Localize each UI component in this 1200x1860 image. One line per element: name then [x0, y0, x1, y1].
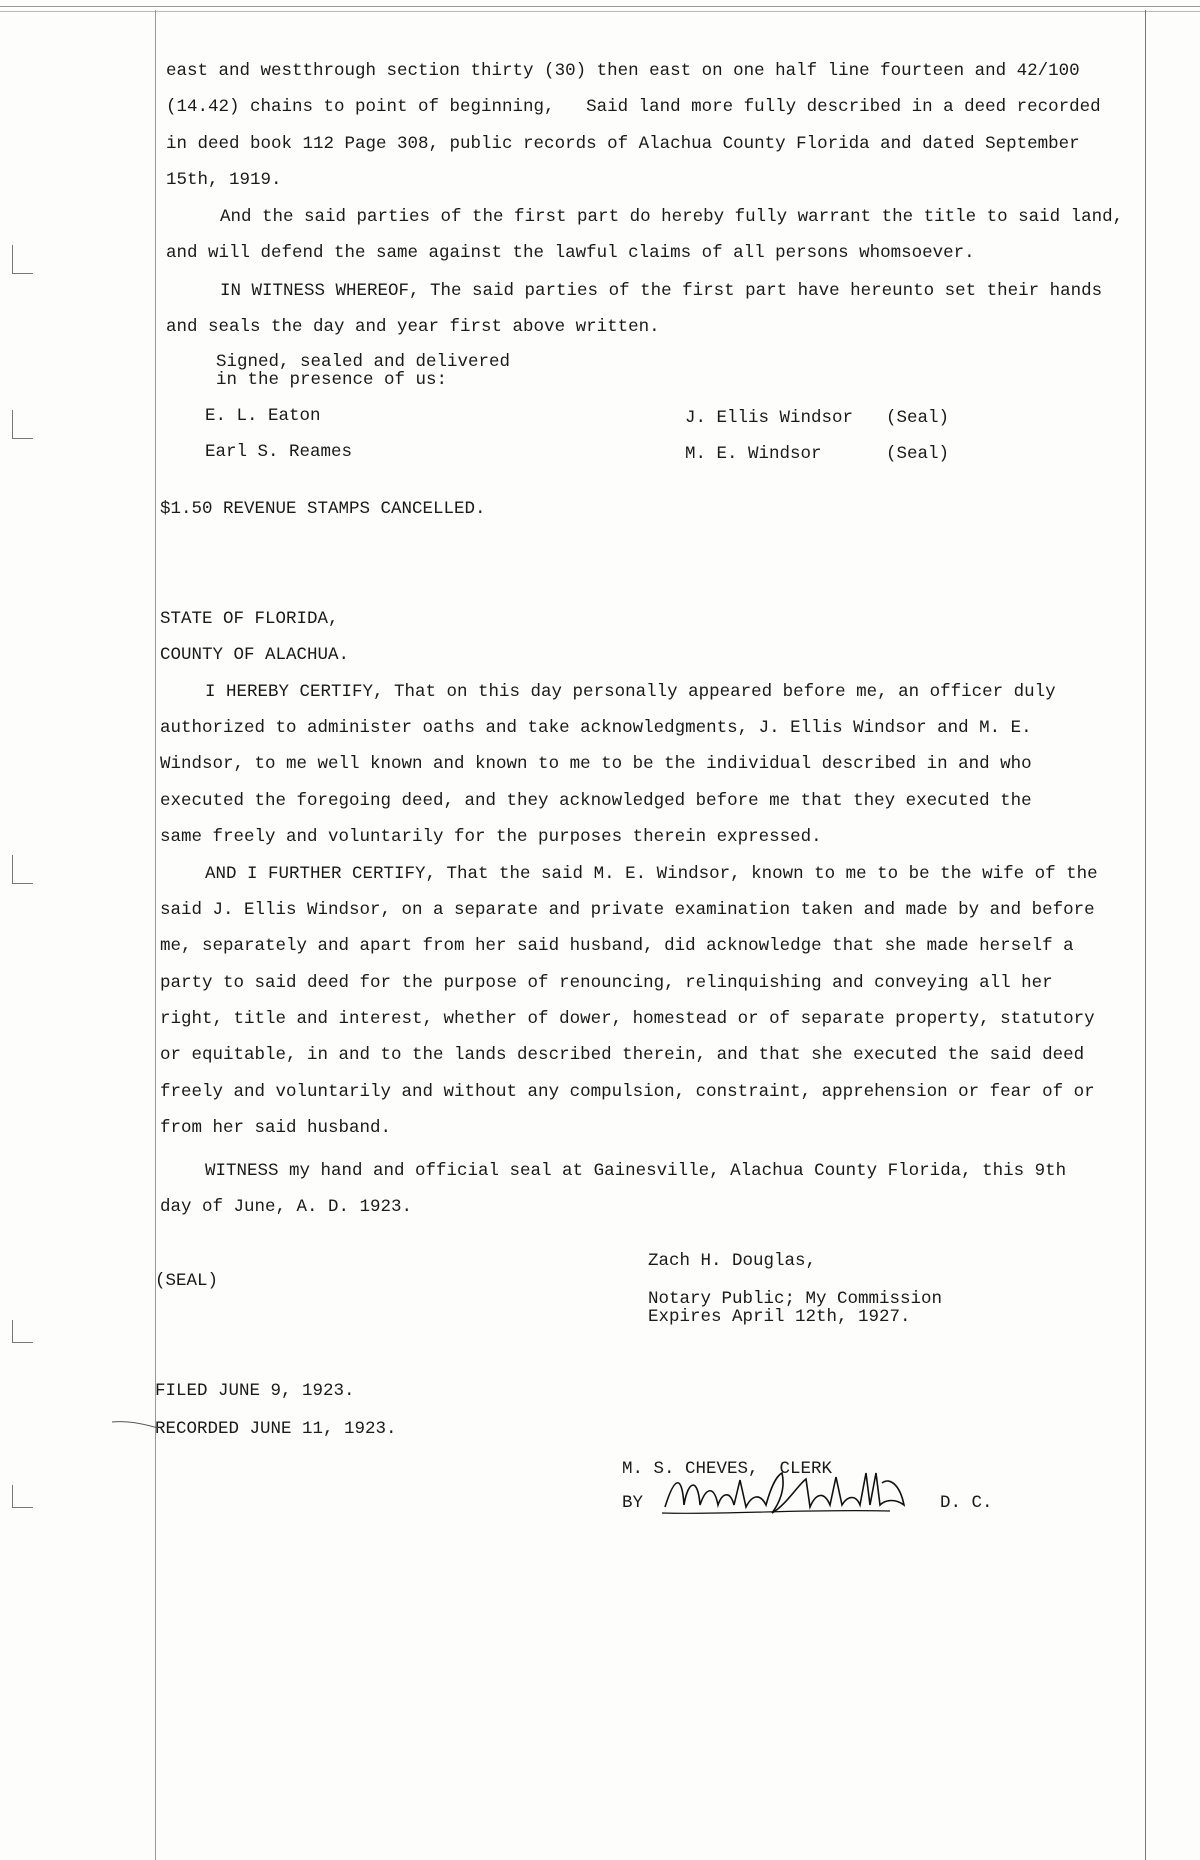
text-line: from her said husband. [160, 1118, 392, 1138]
right-margin-rule [1145, 10, 1146, 1860]
text-line: or equitable, in and to the lands described therein, and that she executed the said deed [160, 1045, 1085, 1065]
grantor-seal: (Seal) [886, 444, 950, 464]
by-label: BY [622, 1493, 644, 1513]
left-margin-rule [155, 10, 156, 1860]
county-heading: COUNTY OF ALACHUA. [160, 645, 350, 665]
dc-label: D. C. [940, 1493, 993, 1513]
clerk-signature [660, 1465, 920, 1525]
signed-sealed-line: in the presence of us: [216, 370, 448, 390]
witness-name: E. L. Eaton [205, 406, 321, 426]
text-line: and seals the day and year first above written. [166, 317, 660, 337]
text-line: day of June, A. D. 1923. [160, 1197, 413, 1217]
text-line: IN WITNESS WHEREOF, The said parties of the first part have hereunto set their hands [220, 281, 1103, 301]
signed-sealed-line: Signed, sealed and delivered [216, 352, 511, 372]
text-line: party to said deed for the purpose of renouncing, relinquishing and conveying all her [160, 973, 1053, 993]
text-line: same freely and voluntarily for the purposes therein expressed. [160, 827, 822, 847]
text-line: and will defend the same against the lawful claims of all persons whomsoever. [166, 243, 975, 263]
text-line: authorized to administer oaths and take acknowledgments, J. Ellis Windsor and M. E. [160, 718, 1032, 738]
text-line: freely and voluntarily and without any compulsion, constraint, apprehension or fear of or [160, 1082, 1095, 1102]
text-line: in deed book 112 Page 308, public records of Alachua County Florida and dated September [166, 134, 1080, 154]
notary-title: Expires April 12th, 1927. [648, 1307, 911, 1327]
text-line: WITNESS my hand and official seal at Gainesville, Alachua County Florida, this 9th [205, 1161, 1067, 1181]
notary-name: Zach H. Douglas, [648, 1251, 817, 1271]
text-line: executed the foregoing deed, and they acknowledged before me that they executed the [160, 791, 1032, 811]
top-border [0, 6, 1200, 12]
text-line: said J. Ellis Windsor, on a separate and private examination taken and made by and before [160, 900, 1095, 920]
text-line: AND I FURTHER CERTIFY, That the said M. E. Windsor, known to me to be the wife of the [205, 864, 1098, 884]
recorded-dash [110, 1418, 160, 1432]
grantor-seal: (Seal) [886, 408, 950, 428]
text-line: I HEREBY CERTIFY, That on this day personally appeared before me, an officer duly [205, 682, 1056, 702]
text-line: east and westthrough section thirty (30) then east on one half line fourteen and 42/100 [166, 61, 1080, 81]
grantor-name: J. Ellis Windsor [685, 408, 854, 428]
margin-tick [12, 1320, 33, 1343]
grantor-name: M. E. Windsor [685, 444, 822, 464]
revenue-stamps: $1.50 REVENUE STAMPS CANCELLED. [160, 499, 486, 519]
filed-stamp: FILED JUNE 9, 1923. [155, 1381, 355, 1401]
witness-name: Earl S. Reames [205, 442, 353, 462]
state-heading: STATE OF FLORIDA, [160, 609, 339, 629]
margin-tick [12, 1485, 33, 1508]
margin-tick [12, 245, 33, 274]
seal-mark: (SEAL) [155, 1271, 219, 1291]
text-line: right, title and interest, whether of dower, homestead or of separate property, statutory [160, 1009, 1095, 1029]
text-line: me, separately and apart from her said husband, did acknowledge that she made herself a [160, 936, 1074, 956]
text-line: 15th, 1919. [166, 170, 282, 190]
notary-title: Notary Public; My Commission [648, 1289, 943, 1309]
margin-tick [12, 855, 33, 884]
clerk-name: M. S. CHEVES, CLERK [622, 1459, 833, 1479]
text-line: (14.42) chains to point of beginning, Said land more fully described in a deed recorded [166, 97, 1101, 117]
text-line: And the said parties of the first part do hereby fully warrant the title to said land, [220, 207, 1124, 227]
text-line: Windsor, to me well known and known to me to be the individual described in and who [160, 754, 1032, 774]
recorded-stamp: RECORDED JUNE 11, 1923. [155, 1419, 397, 1439]
margin-tick [12, 410, 33, 439]
